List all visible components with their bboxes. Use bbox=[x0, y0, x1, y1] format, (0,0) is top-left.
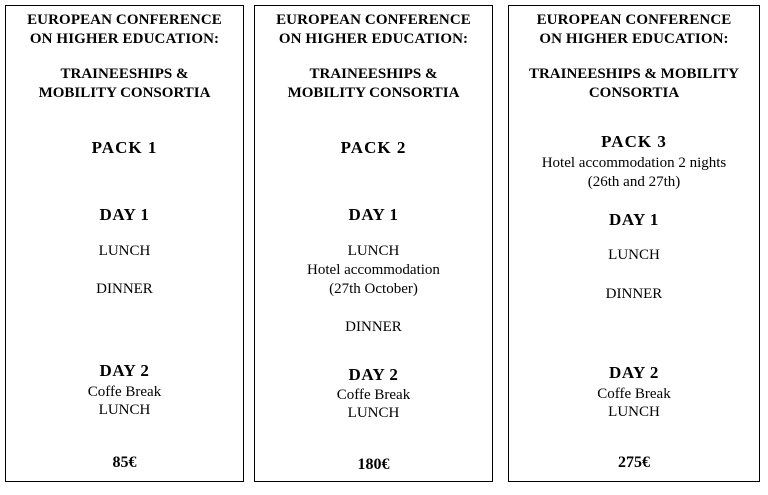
day-2-lunch: LUNCH bbox=[608, 404, 660, 420]
conference-title-line-2: ON HIGHER EDUCATION: bbox=[29, 31, 220, 47]
day-1-dinner: DINNER bbox=[345, 319, 402, 335]
day-1-hotel-line-1: Hotel accommodation bbox=[307, 262, 440, 278]
conference-title-line-2: ON HIGHER EDUCATION: bbox=[278, 31, 469, 47]
track-title-line-1: TRAINEESHIPS & bbox=[309, 66, 438, 82]
track-title-line-2: MOBILITY CONSORTIA bbox=[287, 85, 460, 101]
day-1-title: DAY 1 bbox=[348, 205, 399, 224]
pack-title: PACK 1 bbox=[91, 138, 158, 157]
day-2-coffee-break: Coffe Break bbox=[87, 384, 162, 400]
day-1-hotel-line-2: (27th October) bbox=[329, 281, 418, 297]
day-1-lunch: LUNCH bbox=[608, 247, 660, 263]
day-2-title: DAY 2 bbox=[99, 361, 150, 380]
hotel-accommodation-line-1: Hotel accommodation 2 nights bbox=[541, 155, 727, 171]
pack-price: 275€ bbox=[618, 454, 650, 471]
track-title-line-2: MOBILITY CONSORTIA bbox=[38, 85, 211, 101]
day-2-title: DAY 2 bbox=[348, 365, 399, 384]
pack-title: PACK 2 bbox=[340, 138, 407, 157]
day-1-lunch: LUNCH bbox=[98, 243, 151, 259]
day-1-lunch: LUNCH bbox=[347, 243, 400, 259]
day-1-title: DAY 1 bbox=[99, 205, 150, 224]
day-2-coffee-break: Coffe Break bbox=[336, 387, 411, 403]
pack-price: 180€ bbox=[357, 456, 390, 473]
day-1-dinner: DINNER bbox=[96, 281, 153, 297]
track-title-line-1: TRAINEESHIPS & bbox=[60, 66, 189, 82]
pack-1-card bbox=[5, 5, 244, 482]
track-title-line-2: CONSORTIA bbox=[588, 85, 680, 101]
pack-price: 85€ bbox=[112, 454, 137, 471]
day-2-coffee-break: Coffe Break bbox=[597, 386, 671, 402]
day-1-title: DAY 1 bbox=[609, 210, 659, 229]
conference-title-line-1: EUROPEAN CONFERENCE bbox=[536, 12, 732, 28]
hotel-accommodation-line-2: (26th and 27th) bbox=[587, 174, 681, 190]
day-1-dinner: DINNER bbox=[605, 286, 663, 302]
track-title-line-1: TRAINEESHIPS & MOBILITY bbox=[528, 66, 740, 82]
conference-title-line-1: EUROPEAN CONFERENCE bbox=[276, 12, 471, 28]
day-2-lunch: LUNCH bbox=[347, 405, 400, 421]
conference-title-line-1: EUROPEAN CONFERENCE bbox=[27, 12, 222, 28]
day-2-lunch: LUNCH bbox=[98, 402, 151, 418]
conference-title-line-2: ON HIGHER EDUCATION: bbox=[539, 31, 729, 47]
pack-2-card bbox=[254, 5, 493, 482]
day-2-title: DAY 2 bbox=[609, 363, 659, 382]
pack-3-card bbox=[508, 5, 760, 482]
pack-title: PACK 3 bbox=[601, 132, 667, 151]
